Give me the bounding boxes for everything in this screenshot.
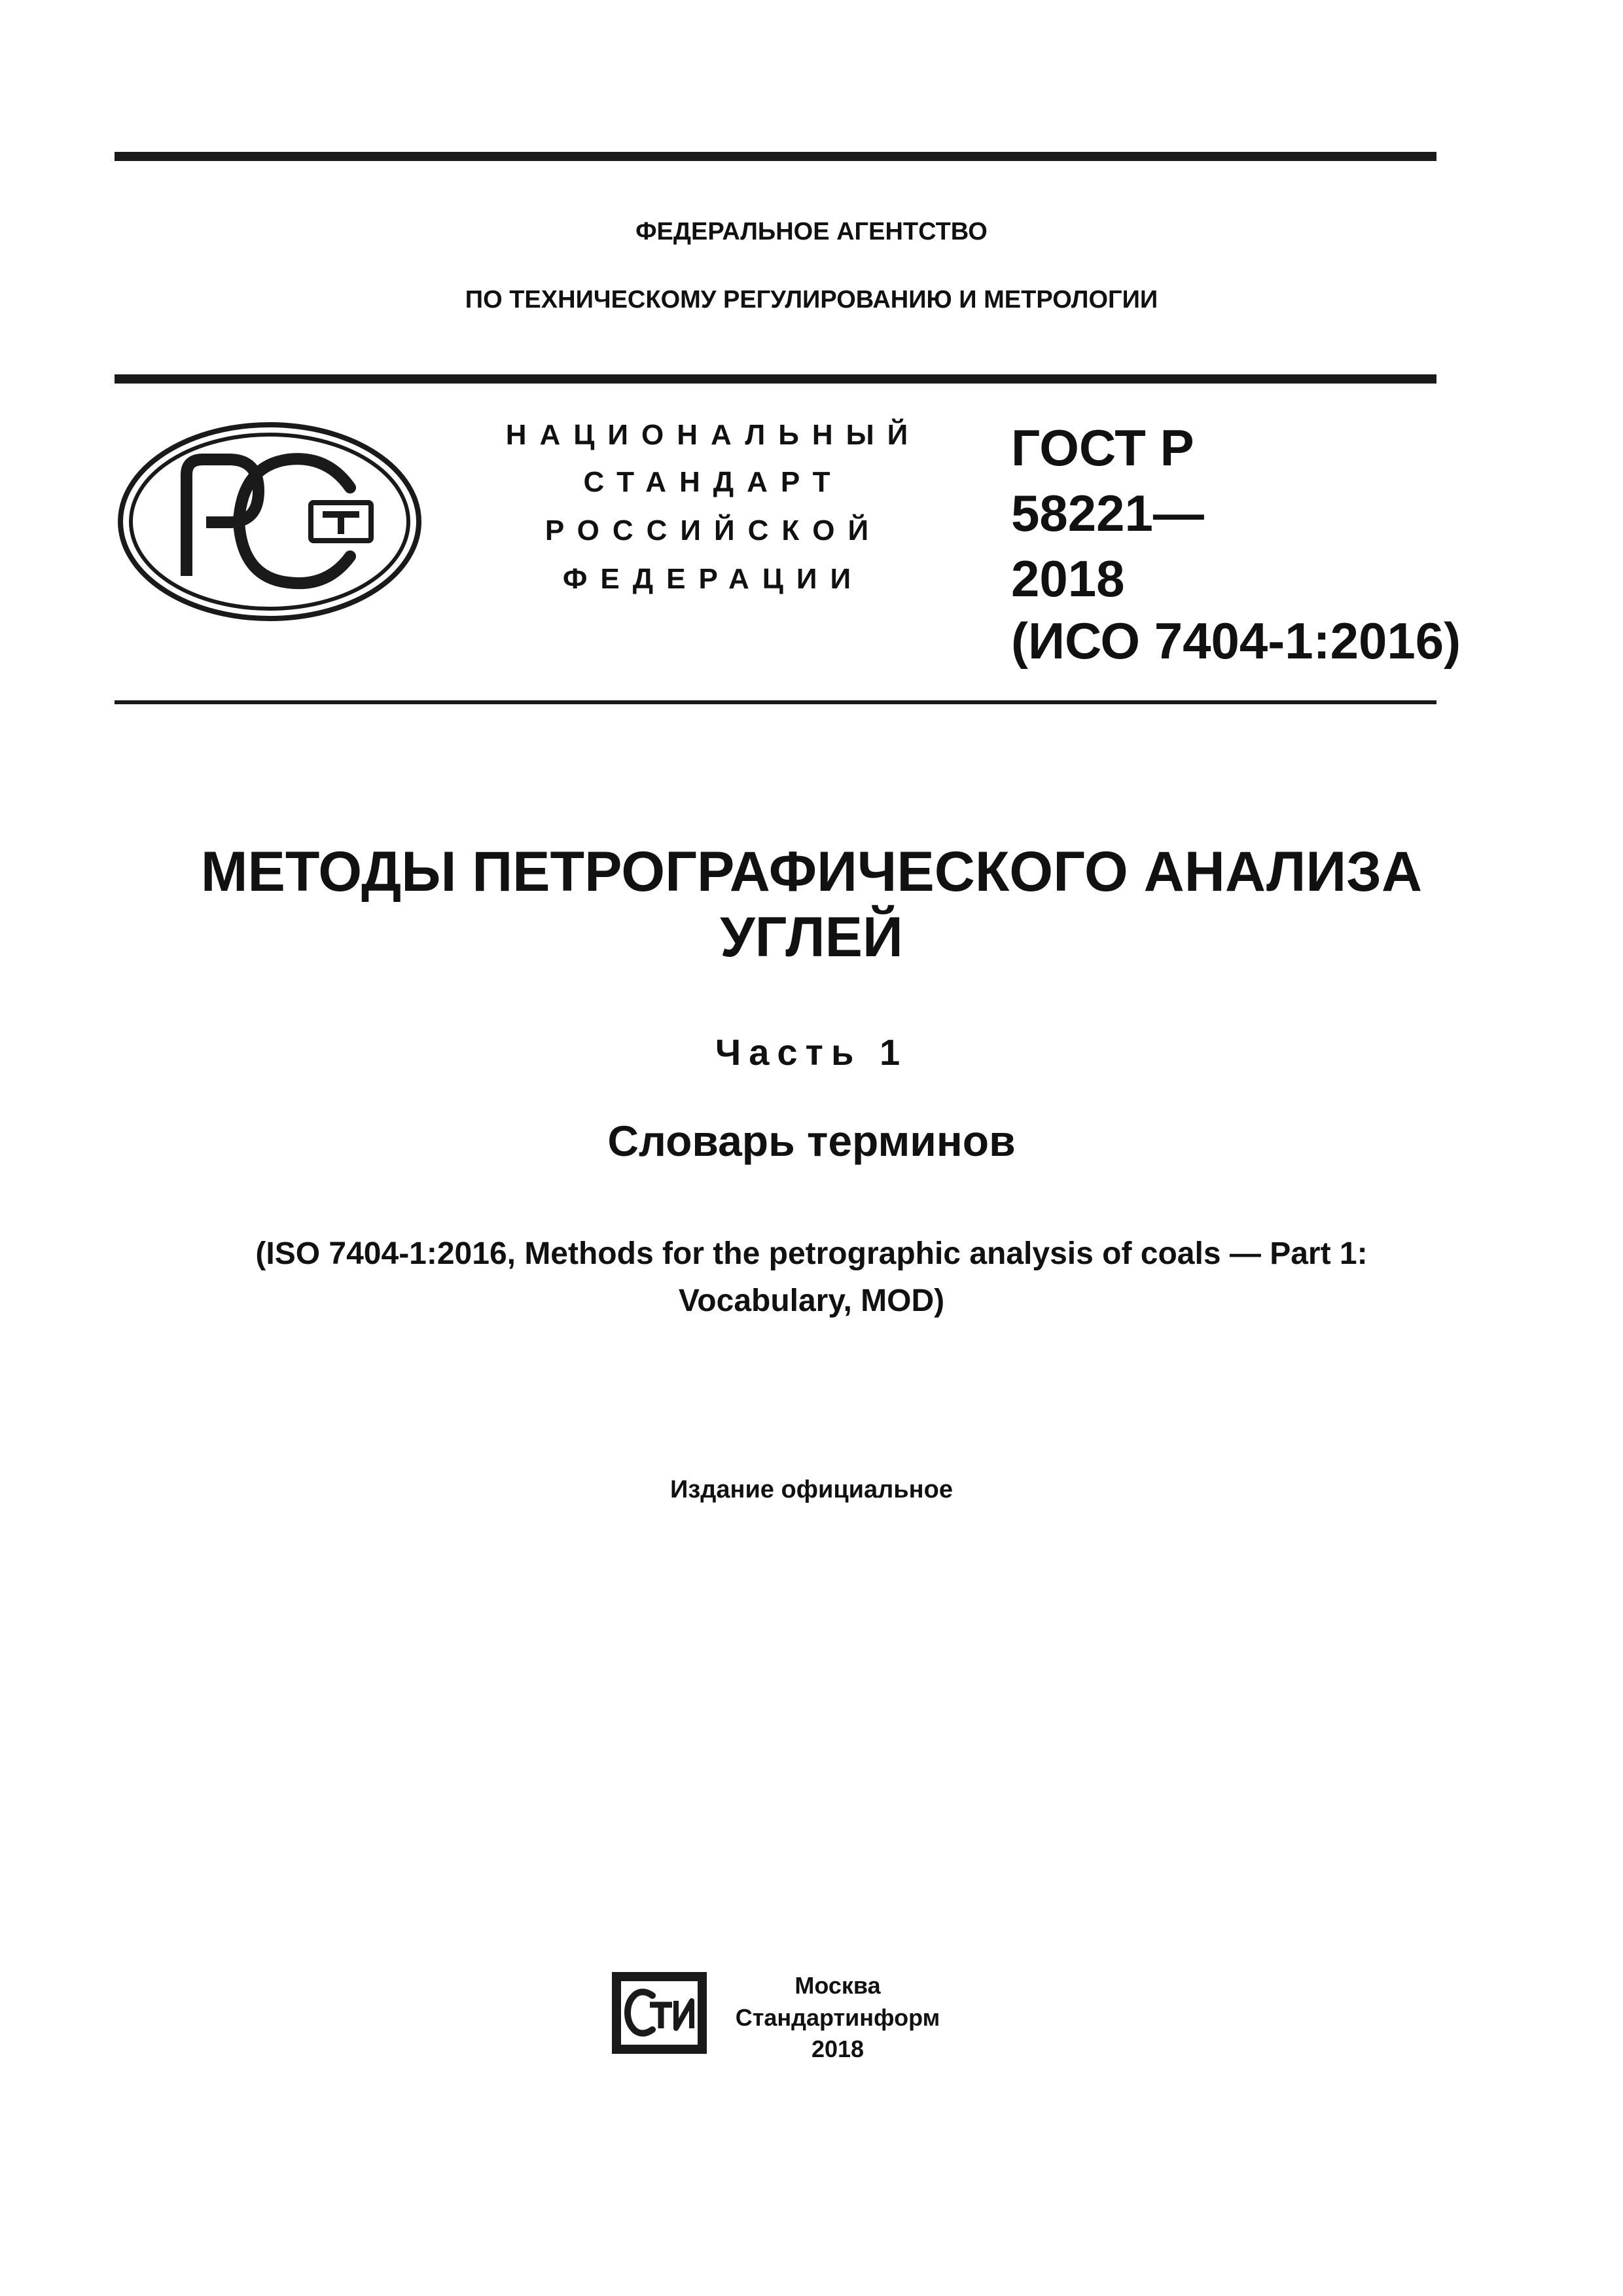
header-rule <box>115 374 1436 384</box>
publisher-name: Стандартинформ <box>735 2003 940 2031</box>
designation-line: (ИСО 7404-1:2016) <box>1011 612 1461 670</box>
document-subtitle: Словарь терминов <box>607 1117 1016 1165</box>
top-rule <box>115 152 1436 161</box>
agency-line-2: ПО ТЕХНИЧЕСКОМУ РЕГУЛИРОВАНИЮ И МЕТРОЛОГИИ <box>465 286 1158 314</box>
iso-reference-line-2: Vocabulary, MOD) <box>678 1283 945 1318</box>
block-rule <box>115 700 1436 704</box>
document-title-line-2: УГЛЕЙ <box>720 906 903 969</box>
part-number: Часть 1 <box>715 1031 908 1073</box>
publisher-city: Москва <box>794 1972 881 1999</box>
national-line: НАЦИОНАЛЬНЫЙ <box>505 419 921 451</box>
designation-line: 58221— <box>1011 484 1204 542</box>
national-line: СТАНДАРТ <box>583 466 844 498</box>
designation-line: 2018 <box>1011 550 1125 607</box>
designation-line: ГОСТ Р <box>1011 419 1194 476</box>
national-line: РОССИЙСКОЙ <box>544 514 882 547</box>
rst-gost-logo-icon <box>115 419 425 625</box>
publisher-year: 2018 <box>811 2036 865 2063</box>
edition-label: Издание официальное <box>670 1476 953 1503</box>
national-line: ФЕДЕРАЦИИ <box>562 563 865 595</box>
publisher-imprint <box>726 1970 949 2066</box>
iso-reference-line-1: (ISO 7404-1:2016, Methods for the petrographic analysis of coals — Part 1: <box>255 1236 1368 1271</box>
gost-r-logo <box>115 419 425 625</box>
agency-line-1: ФЕДЕРАЛЬНОЕ АГЕНТСТВО <box>635 218 988 245</box>
publisher-logo <box>612 1972 707 2054</box>
standartinform-logo-icon <box>612 1972 707 2054</box>
document-title-line-1: МЕТОДЫ ПЕТРОГРАФИЧЕСКОГО АНАЛИЗА <box>200 840 1423 903</box>
